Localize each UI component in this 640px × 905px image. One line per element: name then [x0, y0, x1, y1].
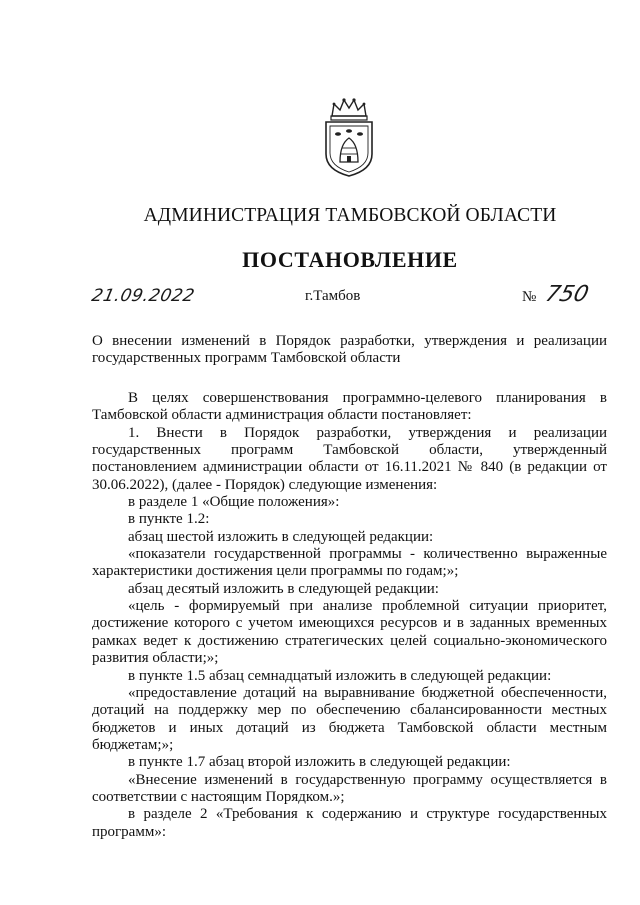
paragraph: в пункте 1.2: — [128, 511, 210, 528]
paragraph: в пункте 1.7 абзац второй изложить в следующей редакции: — [128, 754, 511, 771]
paragraph: «цель - формируемый при анализе проблемной ситуации приоритет, достижение которого с учетом имеющихся ресурсов и в заданных временных рамках ведет к достижению стратегических целей социально-экономического развития области;»; — [92, 598, 607, 667]
paragraph: «предоставление дотаций на выравнивание бюджетной обеспеченности, дотаций на поддержку мер по обеспечению сбалансированности местных бюджетов и иных дотаций из бюджета Тамбовской области местным бюджетам;»; — [92, 684, 607, 753]
document-subject: О внесении изменений в Порядок разработки, утверждения и реализации государственных программ Тамбовской области — [92, 333, 607, 366]
document-date: 21.09.2022 — [89, 286, 197, 306]
paragraph: в пункте 1.5 абзац семнадцатый изложить в следующей редакции: — [128, 667, 552, 684]
paragraph: 1. Внести в Порядок разработки, утверждения и реализации государственных программ Тамбовской области, утвержденный постановлением администрации области от 16.11.2021 № 840 (в редакции от 30.06.2022), (далее - Порядок) следующие изменения: — [92, 424, 607, 493]
paragraph: абзац шестой изложить в следующей редакции: — [128, 528, 434, 545]
paragraph: абзац десятый изложить в следующей редакции: — [128, 580, 439, 597]
document-city: г.Тамбов — [305, 288, 361, 304]
paragraph: в разделе 1 «Общие положения»: — [128, 494, 340, 511]
document-body — [92, 390, 607, 841]
document-type-title: ПОСТАНОВЛЕНИЕ — [242, 247, 458, 272]
paragraph: «показатели государственной программы - количественно выраженные характеристики достижения цели программы по годам;»; — [92, 546, 607, 580]
document-number: 750 — [542, 282, 592, 307]
organization-title: АДМИНИСТРАЦИЯ ТАМБОВСКОЙ ОБЛАСТИ — [143, 205, 557, 226]
paragraph: «Внесение изменений в государственную программу осуществляется в соответствии с настоящим Порядком.»; — [92, 771, 607, 805]
paragraph: в разделе 2 «Требования к содержанию и структуре государственных программ»: — [92, 806, 607, 840]
coat-of-arms-icon — [318, 96, 380, 178]
number-label: № — [522, 289, 537, 305]
paragraph: В целях совершенствования программно-целевого планирования в Тамбовской области администрация области постановляет: — [92, 390, 607, 424]
